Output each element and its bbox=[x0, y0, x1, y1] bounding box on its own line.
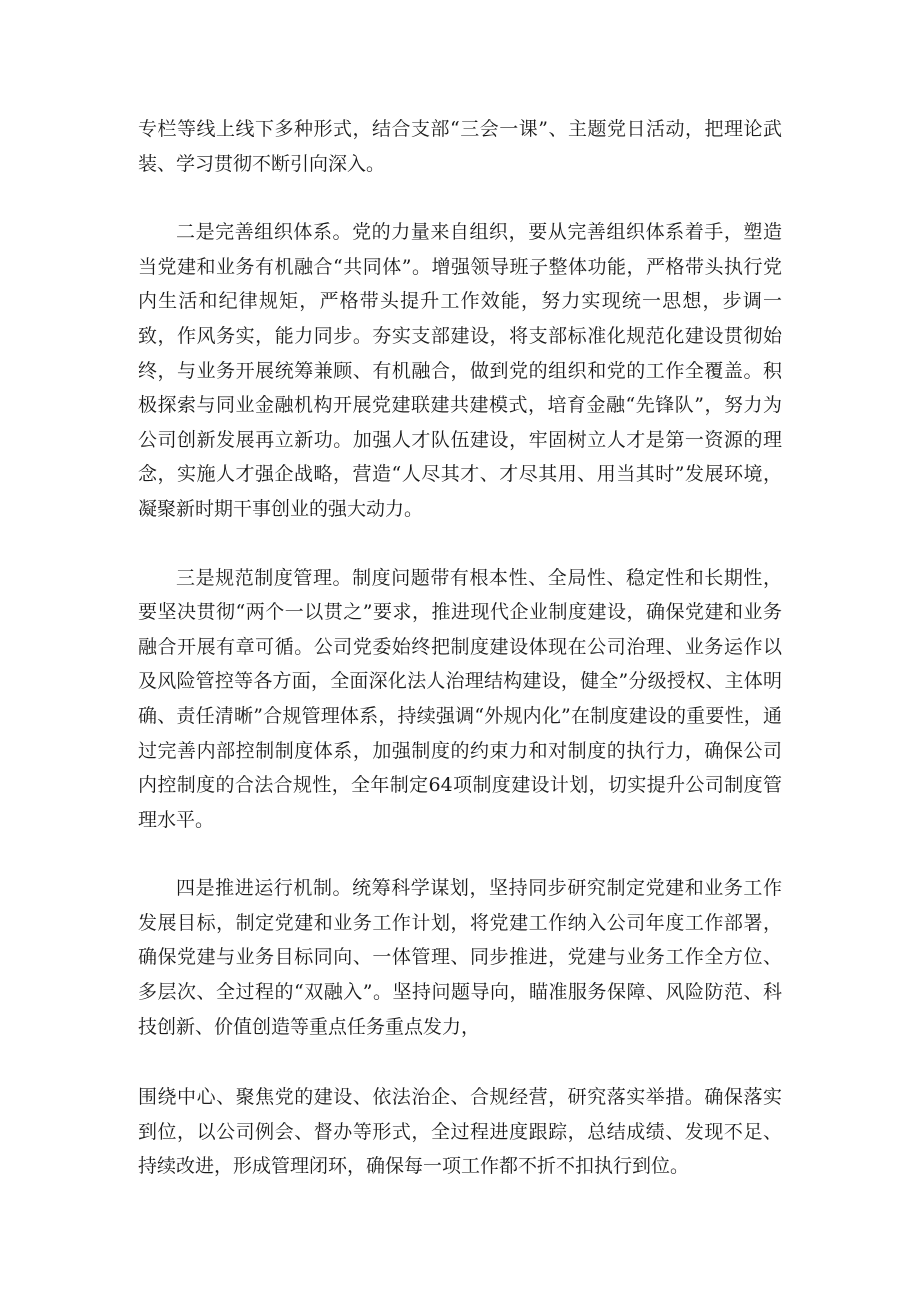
paragraph-implementation: 围绕中心、聚焦党的建设、依法治企、合规经营，研究落实举措。确保落实到位，以公司例会、督办等形式，全过程进度跟踪，总结成绩、发现不足、持续改进，形成管理闭环，确保每一项工作都不折不扣执行到位。 bbox=[138, 1086, 782, 1178]
paragraph-organization-system: 二是完善组织体系。党的力量来自组织，要从完善组织体系着手，塑造当党建和业务有机融合“共同体”。增强领导班子整体功能，严格带头执行党内生活和纪律规矩，严格带头提升工作效能，努力实现统一思想，步调一致，作风务实，能力同步。夯实支部建设，将支部标准化规范化建设贯彻始终，与业务开展统筹兼顾、有机融合，做到党的组织和党的工作全覆盖。积极探索与同业金融机构开展党建联建共建模式，培育金融“先锋队”，努力为公司创新发展再立新功。加强人才队伍建设，牢固树立人才是第一资源的理念，实施人才强企战略，营造“人尽其才、才尽其用、用当其时”发展环境，凝聚新时期干事创业的强大动力。 bbox=[138, 221, 782, 520]
paragraph-operating-mechanism: 四是推进运行机制。统筹科学谋划，坚持同步研究制定党建和业务工作发展目标，制定党建和业务工作计划，将党建工作纳入公司年度工作部署，确保党建与业务目标同向、一体管理、同步推进，党建与业务工作全方位、多层次、全过程的“双融入”。坚持问题导向，瞄准服务保障、风险防范、科技创新、价值创造等重点任务重点发力， bbox=[138, 877, 782, 1038]
document-page bbox=[138, 112, 782, 1184]
paragraph-institutional-management: 三是规范制度管理。制度问题带有根本性、全局性、稳定性和长期性，要坚决贯彻“两个一以贯之”要求，推进现代企业制度建设，确保党建和业务融合开展有章可循。公司党委始终把制度建设体现在公司治理、业务运作以及风险管控等各方面，全面深化法人治理结构建设，健全”分级授权、主体明确、责任清晰”合规管理体系，持续强调“外规内化”在制度建设的重要性，通过完善内部控制制度体系，加强制度的约束力和对制度的执行力，确保公司内控制度的合法合规性，全年制定64项制度建设计划，切实提升公司制度管理水平。 bbox=[138, 566, 782, 831]
paragraph-continuation: 专栏等线上线下多种形式，结合支部“三会一课”、主题党日活动，把理论武装、学习贯彻不断引向深入。 bbox=[138, 118, 782, 175]
